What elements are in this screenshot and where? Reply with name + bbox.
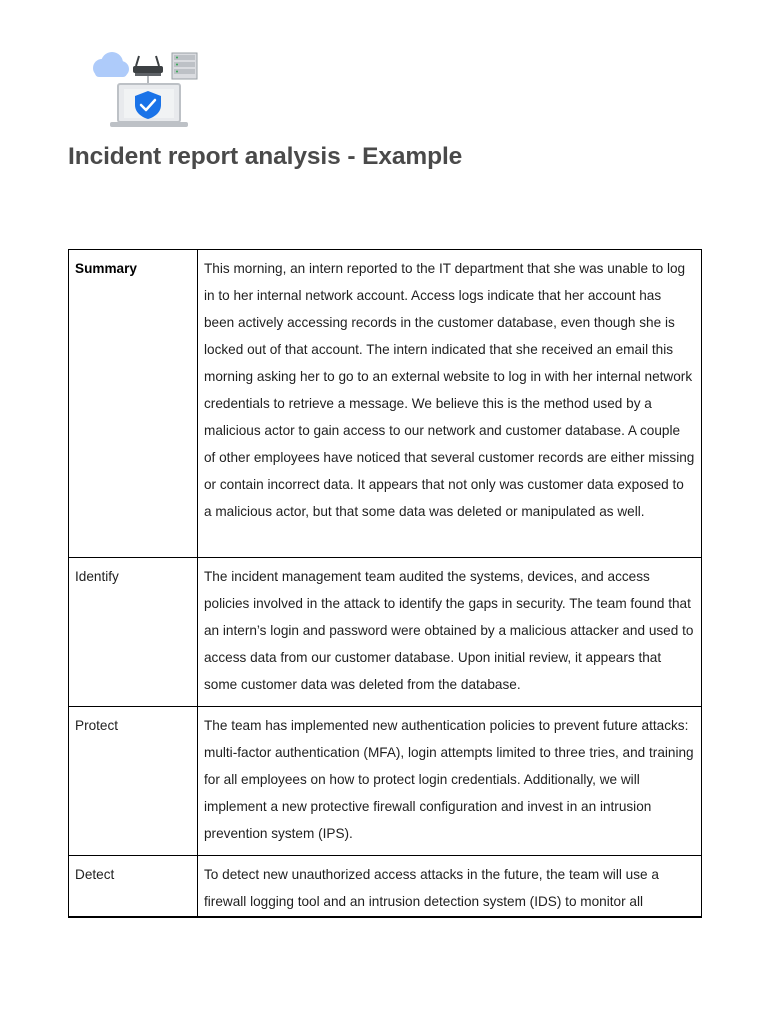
table-row-protect [69,707,702,856]
row-text-protect: The team has implemented new authentication policies to prevent future attacks: multi-factor authentication (MFA), login attempts limited to three tries, and training for all employees on how to protect login credentials. Additionally, we will implement a new protective firewall configuration and invest in an intrusion prevention system (IPS). [198,707,702,856]
row-text-identify: The incident management team audited the systems, devices, and access policies involved in the attack to identify the gaps in security. The team found that an intern’s login and password were obtained by a malicious attacker and used to access data from our customer database. Upon initial review, it appears that some customer data was deleted from the database. [198,558,702,707]
table-row-identify [69,558,702,707]
row-label-detect: Detect [69,856,198,918]
incident-report-table [68,249,702,918]
row-text-detect: To detect new unauthorized access attacks in the future, the team will use a firewall logging tool and an intrusion detection system (IDS) to monitor all [198,856,702,918]
table-row-detect [69,856,702,918]
server-icon [172,53,197,79]
row-label-identify: Identify [69,558,198,707]
router-icon [133,56,163,76]
cloud-icon [93,52,129,77]
page-title: Incident report analysis - Example [68,143,463,170]
row-label-summary: Summary [69,250,198,558]
row-label-protect: Protect [69,707,198,856]
table-row-summary [69,250,702,558]
row-text-summary: This morning, an intern reported to the IT department that she was unable to log in to her internal network account. Access logs indicate that her account has been actively accessing records in the customer database, even though she is locked out of that account. The intern indicated that she received an email this morning asking her to go to an external website to log in with her internal network credentials to retrieve a message. We believe this is the method used by a malicious actor to gain access to our network and customer database. A couple of other employees have noticed that several customer records are either missing or contain incorrect data. It appears that not only was customer data exposed to a malicious actor, but that some data was deleted or manipulated as well. [198,250,702,558]
laptop-shield-network-icon [90,48,202,130]
